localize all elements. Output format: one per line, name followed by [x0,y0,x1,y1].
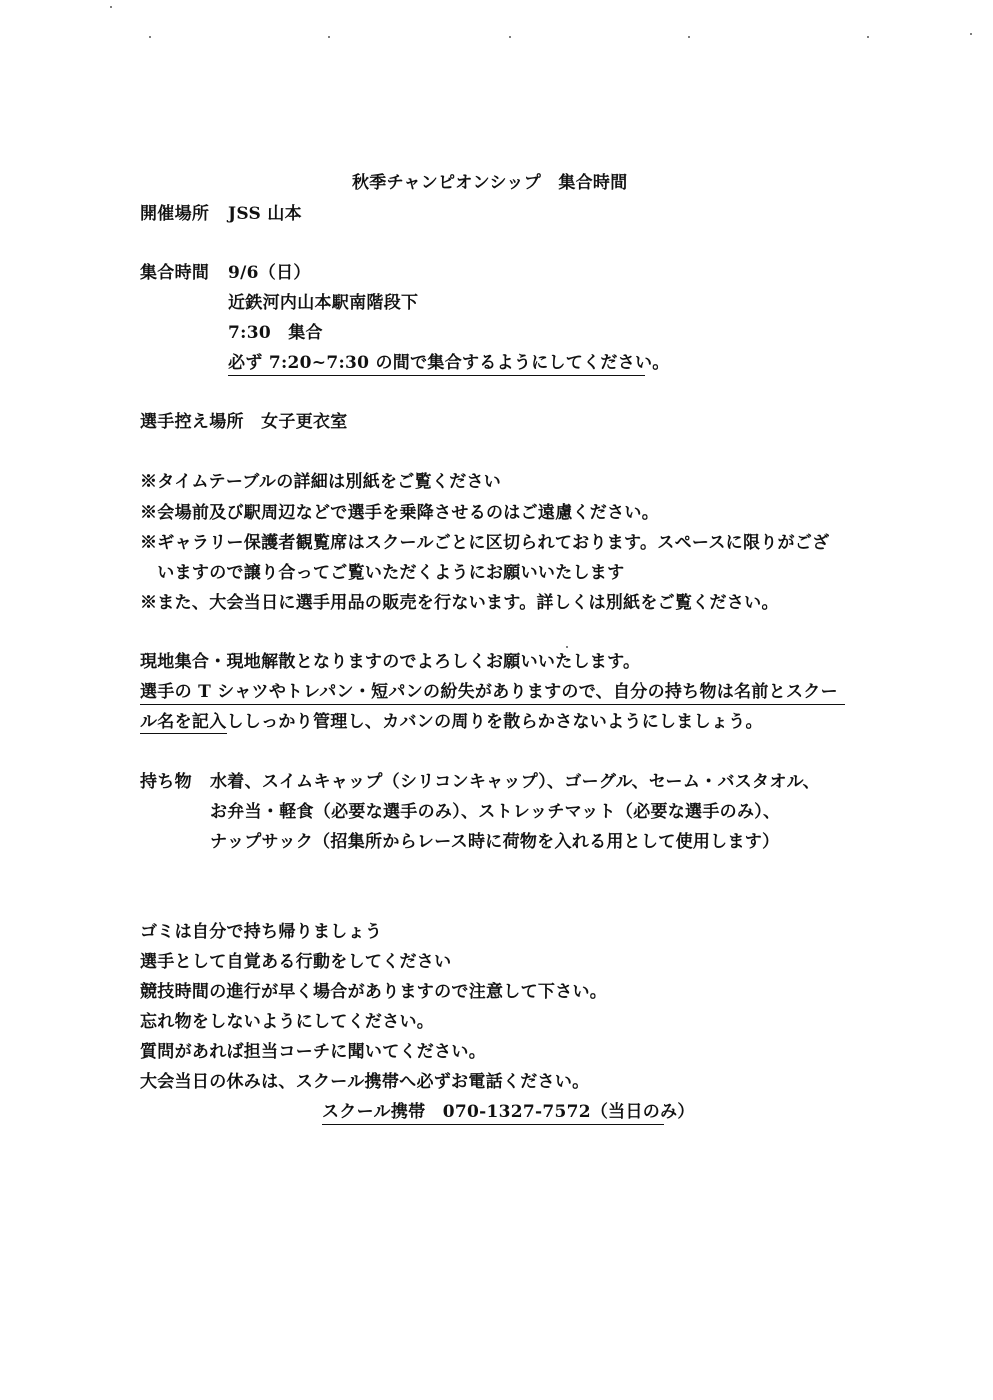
scan-speck [970,33,972,35]
belongings-line: 水着、スイムキャップ（シリコンキャップ）、ゴーグル、セーム・バスタオル、 [210,772,820,792]
scan-speck [110,6,112,8]
note-item: ※タイムテーブルの詳細は別紙をご覧ください [140,472,502,492]
scan-speck [688,36,690,38]
contact-phone: スクール携帯 070-1327-7572（当日のみ） [322,1101,664,1125]
reminder-item: 質問があれば担当コーチに聞いてください。 [140,1042,486,1062]
reminder-item: 選手として自覚ある行動をしてください [140,952,452,972]
meeting-label: 集合時間 [140,263,210,283]
note-item: ※また、大会当日に選手用品の販売を行ないます。詳しくは別紙をご覧ください。 [140,593,779,613]
scan-speck [149,36,151,38]
note-item: いますので譲り合ってご覧いただくようにお願いいたします [140,563,625,583]
belongings-line: ナップサック（招集所からレース時に荷物を入れる用として使用します） [210,832,780,852]
waiting-area: 選手控え場所 女子更衣室 [140,412,348,432]
meeting-note: 必ず 7:20~7:30 の間で集合するようにしてください。 [228,352,645,376]
note-item: ※会場前及び駅周辺などで選手を乗降させるのはご遠慮ください。 [140,503,659,523]
scan-speck [509,36,511,38]
scan-speck [867,36,869,38]
dismissal-rest: ししっかり管理し、カバンの周りを散らかさないようにしましょう。 [226,712,763,732]
belongings-label: 持ち物 [140,772,192,792]
reminder-item: ゴミは自分で持ち帰りましょう [140,922,383,942]
scan-speck [566,646,568,648]
dismissal-line-underlined: 選手の T シャツやトレパン・短パンの紛失がありますので、自分の持ち物は名前とスクー [140,681,845,705]
dismissal-line: 現地集合・現地解散となりますのでよろしくお願いいたします。 [140,652,641,672]
reminder-item: 忘れ物をしないようにしてください。 [140,1012,435,1032]
belongings-line: お弁当・軽食（必要な選手のみ）、ストレッチマット（必要な選手のみ）、 [210,802,781,822]
meeting-place: 近鉄河内山本駅南階段下 [228,293,419,313]
page-title: 秋季チャンピオンシップ 集合時間 [352,173,628,193]
meeting-date: 9/6（日） [228,263,311,283]
scan-speck [328,36,330,38]
underlined-phrase: ル名を記入 [140,712,227,732]
venue-label: 開催場所 [140,204,210,224]
note-item: ※ギャラリー保護者観覧席はスクールごとに区切られております。スペースに限りがござ [140,533,830,553]
reminder-item: 大会当日の休みは、スクール携帯へ必ずお電話ください。 [140,1072,590,1092]
meeting-time: 7:30 集合 [228,323,323,343]
dismissal-line [140,711,763,733]
reminder-item: 競技時間の進行が早く場合がありますので注意して下さい。 [140,982,608,1002]
venue-value: JSS 山本 [228,204,302,224]
